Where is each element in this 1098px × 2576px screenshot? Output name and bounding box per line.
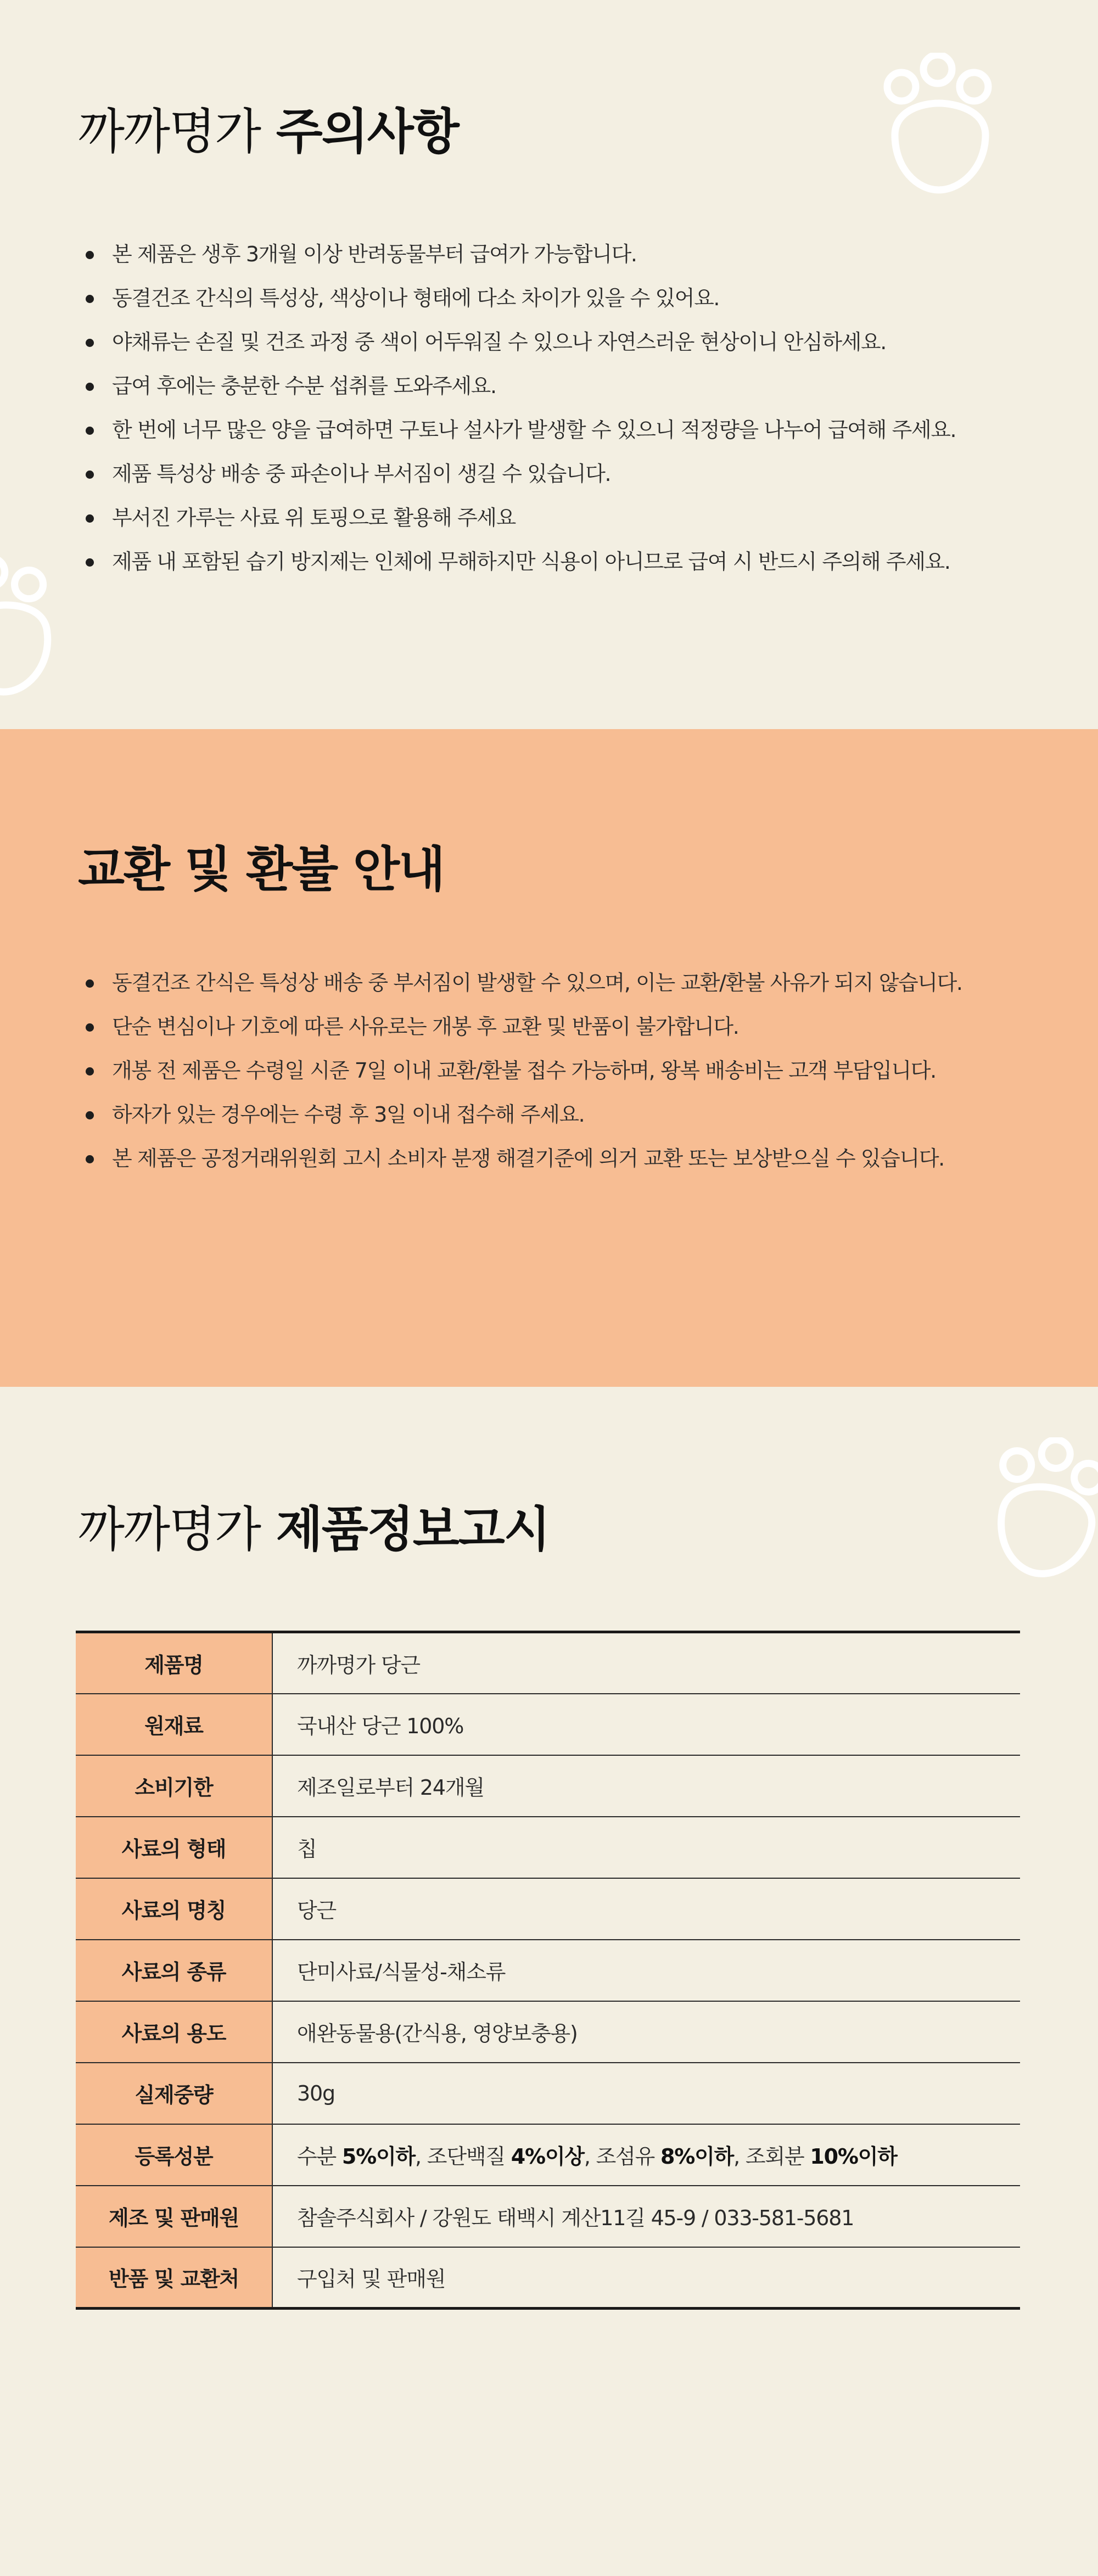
row-label: 실제중량 — [76, 2063, 272, 2124]
row-label: 사료의 형태 — [76, 1817, 272, 1878]
row-label: 사료의 용도 — [76, 2001, 272, 2063]
exchange-list — [82, 972, 962, 1191]
brand-name: 까까명가 — [78, 1501, 261, 1558]
exchange-title: 교환 및 환불 안내 — [78, 841, 444, 898]
brand-name: 까까명가 — [78, 103, 261, 160]
row-value: 참솔주식회사 / 강원도 태백시 계산11길 45-9 / 033-581-5681 — [272, 2186, 1020, 2247]
table-row — [76, 1632, 1020, 1694]
table-row — [76, 1817, 1020, 1878]
list-item: 동결건조 간식은 특성상 배송 중 부서짐이 발생할 수 있으며, 이는 교환/환불 사유가 되지 않습니다. — [82, 972, 962, 1016]
product-info-title — [78, 1501, 550, 1558]
ingredient-value: 10%이하 — [810, 2144, 897, 2169]
ingredient-label: 수분 — [297, 2144, 342, 2169]
row-label: 반품 및 교환처 — [76, 2247, 272, 2309]
row-value: 애완동물용(간식용, 영양보충용) — [272, 2001, 1020, 2063]
ingredient-value: 4%이상 — [511, 2144, 584, 2169]
row-value: 제조일로부터 24개월 — [272, 1755, 1020, 1817]
row-label: 사료의 명칭 — [76, 1878, 272, 1940]
list-item: 야채류는 손질 및 건조 과정 중 색이 어두워질 수 있으나 자연스러운 현상이니 안심하세요. — [82, 331, 956, 375]
paw-print-icon — [981, 1437, 1098, 1591]
row-label: 원재료 — [76, 1694, 272, 1755]
caution-list — [82, 243, 956, 595]
list-item: 한 번에 너무 많은 양을 급여하면 구토나 설사가 발생할 수 있으니 적정량을 나누어 급여해 주세요. — [82, 419, 956, 463]
row-label: 제품명 — [76, 1632, 272, 1694]
paw-print-icon — [0, 555, 71, 708]
list-item: 하자가 있는 경우에는 수령 후 3일 이내 접수해 주세요. — [82, 1104, 962, 1147]
caution-title — [78, 103, 458, 160]
list-item: 단순 변심이나 기호에 따른 사유로는 개봉 후 교환 및 반품이 불가합니다. — [82, 1016, 962, 1060]
list-item: 개봉 전 제품은 수령일 시준 7일 이내 교환/환불 접수 가능하며, 왕복 배송비는 고객 부담입니다. — [82, 1060, 962, 1104]
row-value: 까까명가 당근 — [272, 1632, 1020, 1694]
ingredient-label: , 조회분 — [733, 2144, 810, 2169]
table-row — [76, 2001, 1020, 2063]
list-item: 제품 특성상 배송 중 파손이나 부서짐이 생길 수 있습니다. — [82, 463, 956, 507]
ingredient-label: , 조섬유 — [584, 2144, 661, 2169]
ingredient-value: 8%이하 — [660, 2144, 734, 2169]
row-value: 당근 — [272, 1878, 1020, 1940]
table-row — [76, 2186, 1020, 2247]
exchange-section — [0, 729, 1098, 1387]
list-item: 급여 후에는 충분한 수분 섭취를 도와주세요. — [82, 375, 956, 419]
table-row — [76, 1878, 1020, 1940]
row-label: 소비기한 — [76, 1755, 272, 1817]
caution-section — [0, 0, 1098, 729]
row-label: 사료의 종류 — [76, 1940, 272, 2001]
caution-heading: 주의사항 — [276, 103, 458, 160]
ingredient-label: , 조단백질 — [415, 2144, 511, 2169]
row-value: 구입처 및 판매원 — [297, 2267, 446, 2292]
table-row — [76, 1694, 1020, 1755]
list-item: 본 제품은 생후 3개월 이상 반려동물부터 급여가 가능합니다. — [82, 243, 956, 287]
row-value: 칩 — [272, 1817, 1020, 1878]
product-info-heading: 제품정보고시 — [276, 1501, 550, 1558]
row-value: 단미사료/식물성-채소류 — [272, 1940, 1020, 2001]
table-row — [76, 2124, 1020, 2186]
list-item: 제품 내 포함된 습기 방지제는 인체에 무해하지만 식용이 아니므로 급여 시 반드시 주의해 주세요. — [82, 551, 956, 595]
table-row — [76, 2063, 1020, 2124]
ingredient-value: 5%이하 — [341, 2144, 416, 2169]
table-row — [76, 1940, 1020, 2001]
paw-print-icon — [873, 53, 1010, 206]
row-value: 국내산 당근 100% — [272, 1694, 1020, 1755]
product-info-table — [76, 1631, 1020, 2310]
product-info-section — [0, 1387, 1098, 2576]
list-item: 본 제품은 공정거래위원회 고시 소비자 분쟁 해결기준에 의거 교환 또는 보상받으실 수 있습니다. — [82, 1147, 962, 1191]
list-item: 부서진 가루는 사료 위 토핑으로 활용해 주세요 — [82, 507, 956, 551]
list-item: 동결건조 간식의 특성상, 색상이나 형태에 다소 차이가 있을 수 있어요. — [82, 287, 956, 331]
row-value — [272, 2124, 1020, 2186]
table-row — [76, 1755, 1020, 1817]
row-label: 제조 및 판매원 — [76, 2186, 272, 2247]
row-value: 30g — [272, 2063, 1020, 2124]
row-label: 등록성분 — [76, 2124, 272, 2186]
table-row — [76, 2247, 1020, 2309]
